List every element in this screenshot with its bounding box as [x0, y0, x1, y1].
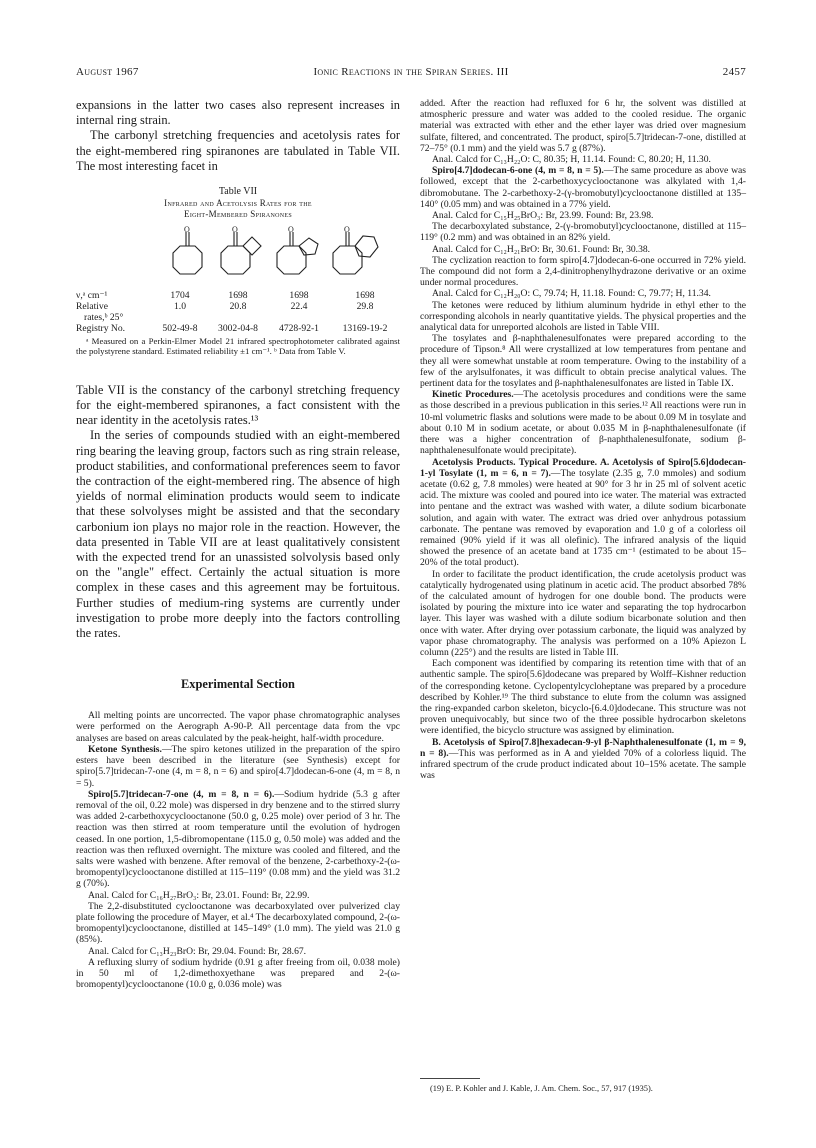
paragraph — [76, 744, 400, 789]
run-in-heading: Kinetic Procedures. — [432, 389, 514, 401]
run-in-heading: Acetolysis Products. Typical Procedure. A. Acetolysis of Spiro[5.6]dodecan-1-yl Tosylate (1, m = 6, n = 7). — [420, 456, 746, 479]
run-in-heading: B. Acetolysis of Spiro[7.8]hexadecan-9-yl β-Naphthalenesulfonate (1, m = 9, n = 8). — [420, 736, 746, 759]
table-caption-line: Eight-Membered Spiranones — [184, 209, 292, 220]
run-in-heading: Spiro[4.7]dodecan-6-one (4, m = 8, n = 5). — [432, 165, 604, 177]
paragraph: Each component was identified by comparing its retention time with that of an authentic sample. The spiro[5.6]dodecane was prepared by Wolff–Kishner reduction of the corresponding ketone. Cyclopentylcycloheptane was prepared by a procedure described by Kohler.¹⁹ The third substance to elute from the column was assigned the ring-expanded carbon skeleton, bicyclo-[6.4.0]dodecane. This structure was not proven unequivocably, but since two of the three possible hydrocarbon skeletons were identified, the bicyclo structure was assigned by elimination. — [420, 658, 746, 737]
paragraph-text: —The tosylate (2.35 g, 7.0 mmoles) and sodium acetate (0.62 g, 7.8 mmoles) were heated at 90° for 3 hr in 25 ml of solvent acetic acid. The mixture was cooled and poured into ice water. The material was extracted into pentane and the extract was washed with water, a dilute sodium bicarbonate solution, and again with water. The extract was dried over anhydrous potassium carbonate. The pentane was removed by evaporation and 1.0 g of a colorless oil remained (90% yield if it was all olefinic). The infrared analysis of the liquid showed the presence of an acetate band at 1735 cm⁻¹ (estimated to be about 15–20% of the total product). — [420, 467, 746, 569]
spiro-cyclohexane-structure — [333, 232, 378, 274]
table-vii — [76, 186, 400, 357]
table-row — [76, 290, 400, 301]
run-in-heading: Ketone Synthesis. — [88, 743, 162, 755]
footnote-rule — [420, 1078, 480, 1079]
table-cell: 29.8 — [356, 301, 374, 313]
paragraph: The tosylates and β-naphthalenesulfonates were prepared according to the procedure of Tipson.⁸ All were crystallized at low temperatures from pentane and they all were somewhat unstable at room temperature. Owing to the instability of a few of the arylsulfonates, it was difficult to obtain precise analytical values. The pertinent data for the tosylates and β-naphthalenesulfonates are listed in Table IX. — [420, 333, 746, 390]
paragraph: The carbonyl stretching frequencies and acetolysis rates for the eight-membered ring spiranones are tabulated in Table VII. The most interesting facet in — [76, 128, 400, 173]
paragraph: All melting points are uncorrected. The vapor phase chromatographic analyses were performed on the Aerograph A-90-P. All percentage data from the vpc analyses are based on areas calculated by the peak-height, half-width procedure. — [76, 710, 400, 744]
table-row — [76, 323, 400, 334]
spiro-cyclopentane-structure — [277, 232, 318, 274]
paragraph-text: —Sodium hydride (5.3 g after removal of the oil, 0.22 mole) was dispersed in dry benzene and to the stirred slurry was added 2-carbethoxycyclooctanone (50.0 g, 0.25 mole) over period of 3 hr. The reaction was then stirred at room temperature until the evolution of hydrogen ceased. In one portion, 1,5-dibromopentane (115.0 g, 0.50 mole) was added and the reaction was then refluxed overnight. The mixture was cooled and filtered, and the salts were washed with benzene. After removal of the benzene, 2-carbethoxy-2-(ω-bromopentyl)cyclooctanone distilled at 115–119° (0.08 mm) and the yield was 31.2 g (70%). — [76, 788, 401, 890]
section-heading: Experimental Section — [181, 677, 295, 692]
page-number: 2457 — [722, 66, 746, 78]
page-footnote: (19) E. P. Kohler and J. Kable, J. Am. Chem. Soc., 57, 917 (1935). — [430, 1084, 653, 1093]
table-row — [76, 301, 400, 312]
paragraph: The decarboxylated substance, 2-(γ-bromobutyl)cyclooctanone, distilled at 115–119° (0.2 mm) and was obtained in an 82% yield. — [420, 221, 746, 244]
paragraph: Anal. Calcd for C₁₃H₂₃BrO: Br, 29.04. Found: Br, 28.67. — [88, 945, 307, 957]
paragraph: expansions in the latter two cases also represent increases in internal ring strain. — [76, 98, 400, 128]
paragraph: Table VII is the constancy of the carbonyl stretching frequency for the eight-membered spiranones, a fact consistent with the near identity in the acetolysis rates.¹³ — [76, 382, 400, 428]
paragraph-text: —The same procedure as above was followed, except that the 2-carbethoxycyclooctanone was alkylated with 1,4-dibromobutane. The 2-carbethoxy-2-(γ-bromobutyl)cyclooctanone distilled at 135–140° (0.05 mm) and was obtained in a 77% yield. — [420, 165, 746, 210]
paragraph — [420, 165, 746, 210]
table-cell: 1704 — [170, 290, 190, 302]
table-cell: 22.4 — [290, 301, 308, 313]
table-footnote: ᵃ Measured on a Perkin-Elmer Model 21 infrared spectrophotometer calibrated against the polystyrene standard. Estimated reliability ±1 cm⁻¹. ᵇ Data from Table V. — [76, 336, 400, 357]
paragraph-text: —This was performed as in A and yielded 70% of a colorless liquid. The infrared spectrum of the crude product indicated about 10–15% acetate. The sample was — [420, 747, 746, 782]
spiranone-structures — [76, 226, 400, 290]
paragraph — [420, 737, 746, 782]
header-title: Ionic Reactions in the Spiran Series. III — [313, 66, 509, 78]
paragraph: Anal. Calcd for C₁₅H₂₅BrO₃: Br, 23.99. Found: Br, 23.98. — [432, 210, 654, 222]
paragraph: The cyclization reaction to form spiro[4.7]dodecan-6-one occurred in 72% yield. The compound did not form a 2,4-dinitrophenylhydrazone derivative or an oxime under normal procedures. — [420, 254, 746, 289]
paragraph: The 2,2-disubstituted cyclooctanone was decarboxylated over pulverized clay plate following the procedure of Mayer, et al.⁴ The decarboxylated compound, 2-(ω-bromopentyl)cyclooctanone, distilled at 145–149° (1.0 mm). The yield was 21.0 g (85%). — [76, 900, 400, 946]
svg-text:O: O — [232, 226, 238, 235]
paragraph — [76, 789, 400, 890]
table-cell: 20.8 — [229, 301, 247, 313]
paragraph: Anal. Calcd for C₁₃H₂₂O: C, 80.35; H, 11.14. Found: C, 80.20; H, 11.30. — [432, 154, 711, 166]
paragraph: Anal. Calcd for C₁₂H₂₁BrO: Br, 30.61. Found: Br, 30.38. — [432, 243, 651, 255]
row-label: rates,ᵇ 25° — [84, 312, 124, 324]
table-caption-line: Infrared and Acetolysis Rates for the — [164, 198, 312, 209]
row-label: Registry No. — [76, 323, 126, 335]
run-in-heading: Spiro[5.7]tridecan-7-one (4, m = 8, n = 6). — [88, 788, 275, 800]
left-column — [76, 98, 400, 990]
svg-text:O: O — [288, 226, 294, 235]
table-row — [76, 312, 400, 323]
table-cell: 1698 — [355, 290, 375, 302]
table-number: Table VII — [218, 186, 258, 198]
row-label: ν,ᵃ cm⁻¹ — [76, 290, 108, 302]
cyclooctanone-structure — [173, 232, 202, 274]
table-cell: 502-49-8 — [162, 323, 198, 335]
paragraph-text: —The acetolysis procedures and conditions were the same as those described in a previous publication in this series.¹² All reactions were run in 10-ml volumetric flasks and solutions were made to be about 0.09 M in tosylate and about 0.10 M in sodium acetate, or about 0.035 M in β-naphthalenesulfonate (if there was a higher concentration of β-naphthalenesulfonate, sodium β-naphthalenesulfonate would precipitate). — [420, 389, 746, 457]
right-column — [420, 98, 746, 781]
paragraph: Anal. Calcd for C₁₂H₂₀O: C, 79.74; H, 11.18. Found: C, 79.77; H, 11.34. — [432, 288, 711, 300]
paragraph: added. After the reaction had refluxed for 6 hr, the solvent was distilled at atmospheric pressure and water was added to the cooled residue. The organic material was extracted with ether and the ether layer was dried over magnesium sulfate, filtered, and concentrated. The product, spiro[5.7]tridecan-7-one, distilled at 72–75° (0.1 mm) and the yield was 5.7 g (87%). — [420, 98, 746, 154]
paragraph: In the series of compounds studied with an eight-membered ring bearing the leaving group, factors such as ring strain release, product stabilities, and conformational preferences seem to favor the contraction of the eight-membered ring. The absence of high yields of normal elimination products would seem to indicate that these solvolyses might be assisted and that the secondary carbonium ion plays no major role in the reaction. However, the data presented in Table VII are at least qualitatively consistent with the expected trend for an unassisted solvolysis based only on the "angle" effect. Certainly the actual situation is more complex in these cases and this agreement may be fortuitous. Further studies of medium-ring systems are currently under investigation to probe more deeply into the factors controlling the rates. — [76, 428, 400, 641]
table-body — [76, 290, 400, 334]
row-label: Relative — [76, 301, 108, 313]
table-cell: 1698 — [228, 290, 248, 302]
paragraph-text: —The spiro ketones utilized in the preparation of the spiro esters have been described in the literature (see Synthesis) except for spiro[5.7]tridecan-7-one (4, m = 8, n = 6) and spiro[4.7]dodecan-6-one (4, m = 8, n = 5). — [76, 743, 400, 789]
paragraph — [420, 389, 746, 456]
paragraph: Anal. Calcd for C₁₆H₂₇BrO₃: Br, 23.01. Found: Br, 22.99. — [88, 889, 310, 901]
table-cell: 3002-04-8 — [218, 323, 258, 335]
header-date: August 1967 — [76, 66, 139, 78]
table-cell: 4728-92-1 — [279, 323, 319, 335]
paragraph: The ketones were reduced by lithium aluminum hydride in ethyl ether to the corresponding alcohols in nearly quantitative yields. The physical properties and the analytical data for unreported alcohols are listed in Table VIII. — [420, 299, 746, 334]
paragraph: A refluxing slurry of sodium hydride (0.91 g after freeing from oil, 0.038 mole) in 50 ml of 1,2-dimethoxyethane was prepared and 2-(ω-bromopentyl)cyclooctanone (10.0 g, 0.036 mole) was — [76, 956, 400, 991]
paragraph: In order to facilitate the product identification, the crude acetolysis product was catalytically hydrogenated using platinum in acetic acid. The product absorbed 78% of the calculated amount of hydrogen for one double bond. The products were isolated by pouring the mixture into ice water and separating the top hydrocarbon layer. This layer was washed with a dilute sodium bicarbonate solution and then once with water. After drying over potassium carbonate, the liquid was analyzed by vapor phase chromatography. The analysis was performed on a 10% Apiezon L column (225°) and the results are listed in Table III. — [420, 568, 746, 658]
table-cell: 1698 — [289, 290, 309, 302]
table-cell: 1.0 — [174, 301, 186, 313]
svg-text:O: O — [344, 226, 350, 235]
svg-text:O: O — [184, 226, 190, 235]
running-head — [76, 66, 746, 82]
paragraph — [420, 457, 746, 569]
structure-row — [76, 226, 400, 290]
table-cell: 13169-19-2 — [342, 323, 388, 335]
spiro-cyclobutane-structure — [221, 232, 261, 274]
